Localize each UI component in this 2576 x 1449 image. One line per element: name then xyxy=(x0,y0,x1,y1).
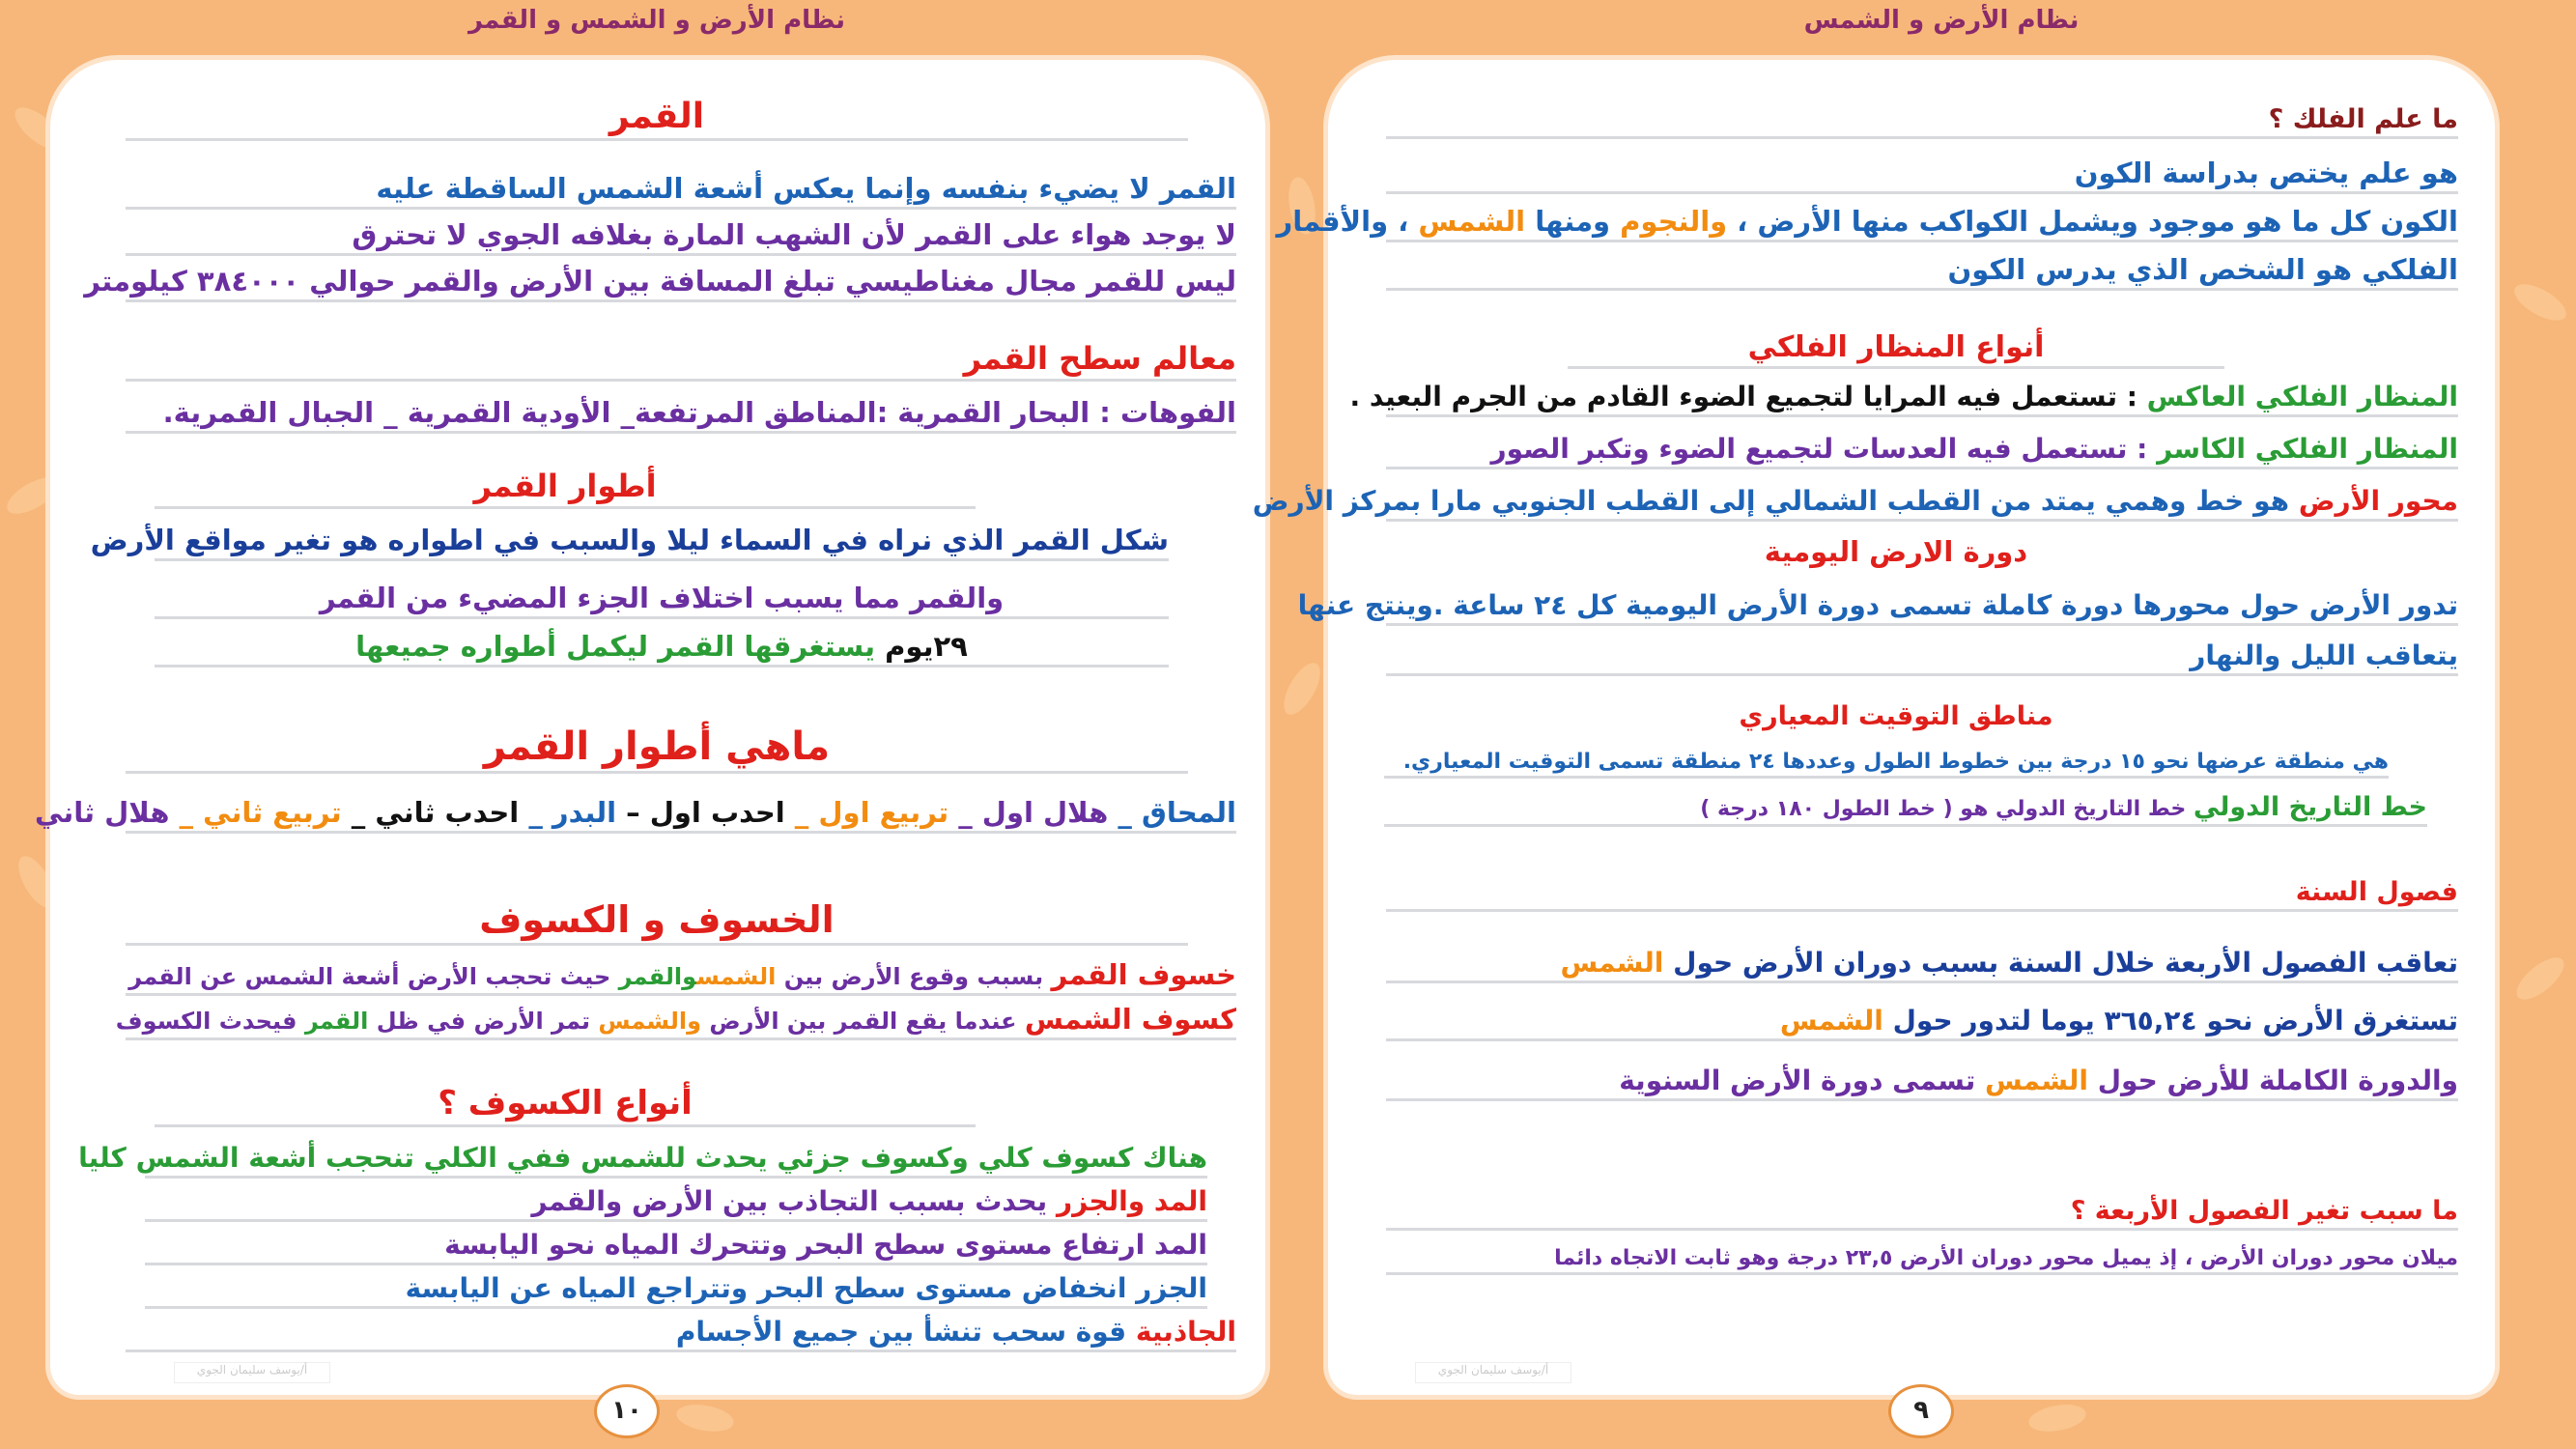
right-page-number: ٩ xyxy=(1888,1384,1954,1438)
lunar-eclipse-line xyxy=(126,958,1236,996)
phase-name: هلال ثاني xyxy=(35,796,170,829)
seasons-line-2-sun: الشمس xyxy=(1779,1005,1883,1037)
left-page-header: نظام الأرض و الشمس و القمر xyxy=(467,6,845,35)
seasons-title: فصول السنة xyxy=(1386,877,2458,912)
tides-text: يحدث بسبب التجاذب بين الأرض والقمر xyxy=(531,1185,1057,1217)
surface-features: الفوهات : البحار القمرية :المناطق المرتفعة_ الأودية القمرية _ الجبال القمرية. xyxy=(126,396,1236,434)
phase-name: تربيع اول _ xyxy=(784,796,949,829)
astronomy-question: ما علم الفلك ؟ xyxy=(1386,104,2458,139)
phase-name: تربيع ثاني _ xyxy=(169,796,342,829)
gravity-text: قوة سحب تنشأ بين جميع الأجسام xyxy=(675,1316,1136,1348)
lunar-eclipse-sun: الشمس xyxy=(696,963,777,990)
phase-name: هلال اول _ xyxy=(948,796,1109,829)
phases-line-1: شكل القمر الذي نراه في السماء ليلا والسبب في اطواره هو تغير مواقع الأرض xyxy=(155,524,1169,561)
what-phases-title: ماهي أطوار القمر xyxy=(126,724,1188,774)
solar-eclipse-text-2: تمر الأرض في ظل xyxy=(368,1008,599,1035)
phases-title: أطوار القمر xyxy=(155,468,976,509)
seasons-line-3-text-2: تسمى دورة الأرض السنوية xyxy=(1619,1065,1986,1096)
dateline-line xyxy=(1384,792,2427,827)
universe-text-3: ، والأقمار xyxy=(1276,205,1419,238)
moon-line-2: لا يوجد هواء على القمر لأن الشهب المارة بغلافه الجوي لا تحترق xyxy=(126,218,1236,256)
solar-eclipse-line xyxy=(115,1003,1236,1040)
gravity-term: الجاذبية xyxy=(1135,1316,1236,1348)
phase-name: احدب اول – xyxy=(616,796,785,829)
left-page xyxy=(35,60,1265,1395)
surface-title: معالم سطح القمر xyxy=(126,340,1236,382)
tides-term: المد والجزر xyxy=(1056,1185,1207,1217)
solar-eclipse-moon: القمر xyxy=(304,1008,369,1035)
tide-high-line: المد ارتفاع مستوى سطح البحر وتتحرك المياه نحو اليابسة xyxy=(145,1229,1207,1265)
telescopes-title: أنواع المنظار الفلكي xyxy=(1568,330,2224,369)
solar-eclipse-term: كسوف الشمس xyxy=(1024,1003,1236,1036)
phases-days-text: يستغرقها القمر ليكمل أطواره جميعها xyxy=(355,630,886,663)
dateline-term: خط التاريخ الدولي xyxy=(2193,792,2427,822)
moon-line-1: القمر لا يضيء بنفسه وإنما يعكس أشعة الشمس الساقطة عليه xyxy=(126,172,1236,210)
seasons-line-1-text: تعاقب الفصول الأربعة خلال السنة بسبب دوران الأرض حول xyxy=(1663,947,2458,979)
dateline-text: خط التاريخ الدولي هو ( خط الطول ١٨٠ درجة ) xyxy=(1700,797,2194,821)
axis-text: هو خط وهمي يمتد من القطب الشمالي إلى القطب الجنوبي مارا بمركز الأرض xyxy=(1252,485,2299,517)
moon-title: القمر xyxy=(126,97,1188,141)
background-leaf xyxy=(2509,277,2572,328)
universe-line xyxy=(1276,205,2458,242)
watermark: أ/يوسف سليمان الجوي xyxy=(174,1362,330,1383)
refractor-line xyxy=(1386,433,2458,469)
why-seasons-answer: ميلان محور دوران الأرض ، إذ يميل محور دوران الأرض ٢٣,٥ درجة وهو ثابت الاتجاه دائما xyxy=(1386,1246,2458,1275)
refractor-text: : تستعمل فيه العدسات لتجميع الضوء وتكبر الصور xyxy=(1490,433,2158,465)
daily-rotation-title: دورة الارض اليومية xyxy=(1764,535,2028,568)
seasons-line-2-text: تستغرق الأرض نحو ٣٦٥,٢٤ يوما لتدور حول xyxy=(1882,1005,2458,1037)
background-leaf xyxy=(1277,658,1328,721)
seasons-line-3-text-1: والدورة الكاملة للأرض حول xyxy=(2088,1065,2458,1096)
right-page xyxy=(1252,60,2495,1395)
daily-rotation-line-1: تدور الأرض حول محورها دورة كاملة تسمى دورة الأرض اليومية كل ٢٤ ساعة .وينتج عنها xyxy=(1386,589,2458,626)
axis-line xyxy=(1252,485,2458,522)
axis-term: محور الأرض xyxy=(2298,485,2458,517)
refractor-term: المنظار الفلكي الكاسر xyxy=(2157,433,2458,465)
moon-line-3: ليس للقمر مجال مغناطيسي تبلغ المسافة بين الأرض والقمر حوالي ٣٨٤٠٠٠ كيلومتر xyxy=(126,265,1236,302)
reflector-line xyxy=(1349,381,2458,417)
time-zones-line: هي منطقة عرضها نحو ١٥ درجة بين خطوط الطول وعددها ٢٤ منطقة تسمى التوقيت المعياري. xyxy=(1384,750,2389,779)
lunar-eclipse-text-2: حيث تحجب الأرض أشعة الشمس عن القمر xyxy=(128,963,619,990)
right-page-header: نظام الأرض و الشمس xyxy=(1803,6,2080,35)
reflector-text: : تستعمل فيه المرايا لتجميع الضوء القادم من الجرم البعيد . xyxy=(1349,381,2147,412)
solar-eclipse-sun: والشمس xyxy=(598,1008,701,1035)
left-page-number: ١٠ xyxy=(594,1384,660,1438)
lunar-eclipse-term: خسوف القمر xyxy=(1051,958,1236,991)
gravity-line xyxy=(126,1316,1236,1352)
phases-line-2: والقمر مما يسبب اختلاف الجزء المضيء من القمر xyxy=(155,582,1169,619)
universe-sun: الشمس xyxy=(1418,205,1526,238)
universe-text-2: ومنها xyxy=(1525,205,1621,238)
seasons-line-1-sun: الشمس xyxy=(1560,947,1664,979)
solar-eclipse-text-3: فيحدث الكسوف xyxy=(115,1008,305,1035)
eclipse-title: الخسوف و الكسوف xyxy=(126,898,1188,946)
phase-name: المحاق _ xyxy=(1108,796,1236,829)
background-leaf xyxy=(674,1401,736,1435)
lunar-eclipse-text-1: بسبب وقوع الأرض بين xyxy=(776,963,1052,990)
phase-name: احدب ثاني _ xyxy=(341,796,520,829)
tide-low-line: الجزر انخفاض مستوى سطح البحر وتتراجع المياه عن اليابسة xyxy=(145,1272,1207,1309)
why-seasons-question: ما سبب تغير الفصول الأربعة ؟ xyxy=(1386,1196,2458,1231)
background-leaf xyxy=(2510,951,2571,1007)
tides-line xyxy=(145,1185,1207,1222)
seasons-line-1 xyxy=(1386,947,2458,983)
eclipse-types-line: هناك كسوف كلي وكسوف جزئي يحدث للشمس ففي الكلي تنحجب أشعة الشمس كليا xyxy=(145,1142,1207,1179)
phases-days-number: ٢٩يوم xyxy=(885,630,968,663)
phase-name: البدر _ xyxy=(519,796,617,829)
eclipse-types-title: أنواع الكسوف ؟ xyxy=(155,1084,976,1127)
watermark: أ/يوسف سليمان الجوي xyxy=(1415,1362,1571,1383)
seasons-line-3 xyxy=(1386,1065,2458,1101)
astronomer-line: الفلكي هو الشخص الذي يدرس الكون xyxy=(1386,253,2458,291)
reflector-term: المنظار الفلكي العاكس xyxy=(2146,381,2458,412)
background-leaf xyxy=(2026,1401,2088,1435)
solar-eclipse-text-1: عندما يقع القمر بين الأرض xyxy=(701,1008,1025,1035)
astronomy-answer: هو علم يختص بدراسة الكون xyxy=(1386,156,2458,194)
seasons-line-3-sun: الشمس xyxy=(1985,1065,2089,1096)
lunar-eclipse-moon: والقمر xyxy=(618,963,697,990)
universe-text-1: الكون كل ما هو موجود ويشمل الكواكب منها الأرض ، xyxy=(1727,205,2458,238)
phases-days xyxy=(155,630,1169,668)
time-zones-title: مناطق التوقيت المعياري xyxy=(1739,701,2053,731)
daily-rotation-line-2: يتعاقب الليل والنهار xyxy=(1386,639,2458,676)
seasons-line-2 xyxy=(1386,1005,2458,1041)
phase-names-list xyxy=(35,796,1236,834)
universe-stars: والنجوم xyxy=(1620,205,1728,238)
